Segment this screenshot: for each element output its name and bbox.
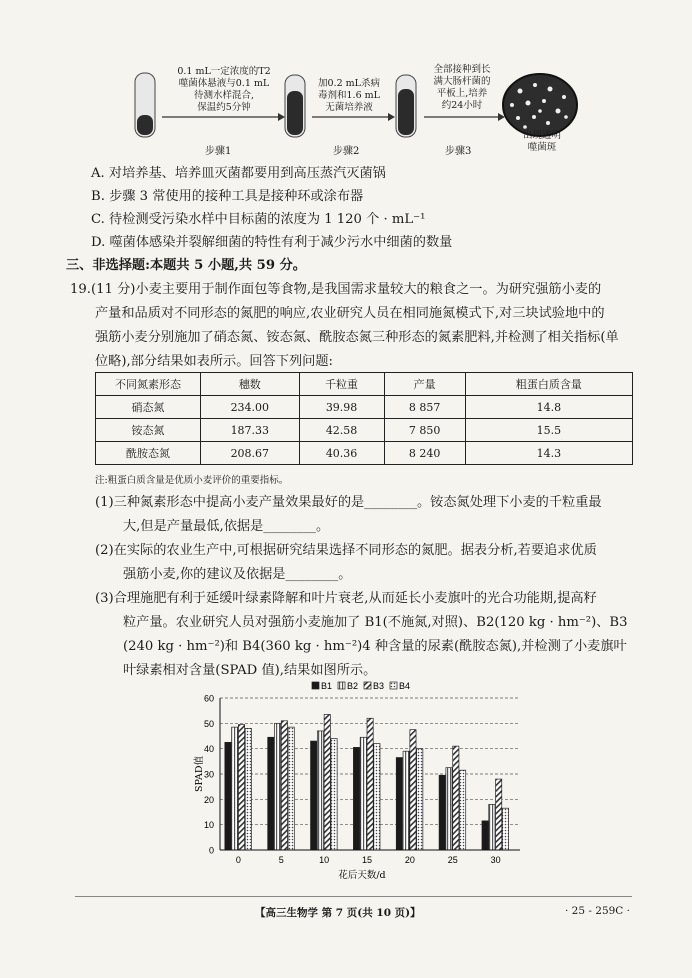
footer-page-info: 【高三生物学 第 7 页(共 10 页)】 xyxy=(255,907,421,919)
legend-label-b2: B2 xyxy=(347,681,359,691)
bar-b1 xyxy=(439,775,445,850)
legend-swatch-b2 xyxy=(338,682,345,689)
bar-b1 xyxy=(482,821,488,850)
table-cell: 铵态氮 xyxy=(96,419,201,442)
bar-b4 xyxy=(417,749,423,850)
y-tick-label: 40 xyxy=(203,744,214,755)
sub3-line2: 粒产量。农业研究人员对强筋小麦施加了 B1(不施氮,对照)、B2(120 kg · hm⁻²)、B3 xyxy=(123,615,628,630)
legend-label-b1: B1 xyxy=(321,681,333,691)
bar-b1 xyxy=(396,758,402,850)
legend-label-b4: B4 xyxy=(399,681,411,691)
y-tick-label: 60 xyxy=(203,693,214,704)
sub3-line3: (240 kg · hm⁻²)和 B4(360 kg · hm⁻²)4 种含量的尿素(酰胺态氮),并检测了小麦旗叶 xyxy=(123,639,627,654)
table-cell: 234.00 xyxy=(201,396,300,419)
y-tick-label: 10 xyxy=(203,820,214,831)
step3-note: 全部接种到长 满大肠杆菌的 平板上,培养 约24小时 xyxy=(433,64,491,111)
option-d: D. 噬菌体感染并裂解细菌的特性有利于减少污水中细菌的数量 xyxy=(91,235,453,250)
q19-line4: 位略),部分结果如表所示。回答下列问题: xyxy=(95,354,333,369)
footer-divider xyxy=(75,896,632,897)
table-cell: 39.98 xyxy=(299,396,384,419)
x-tick-label: 30 xyxy=(490,855,501,865)
option-c: C. 待检测受污染水样中目标菌的浓度为 1 120 个 · mL⁻¹ xyxy=(91,212,426,227)
bar-b3 xyxy=(496,779,502,850)
sub3-line1: (3)合理施肥有利于延缓叶绿素降解和叶片衰老,从而延长小麦旗叶的光合功能期,提高籽 xyxy=(95,591,597,606)
bar-b4 xyxy=(288,727,294,850)
table-cell: 14.3 xyxy=(465,442,632,465)
y-tick-label: 50 xyxy=(203,718,214,729)
test-tube-2-icon xyxy=(285,75,305,137)
table-row xyxy=(96,442,633,465)
table-cell: 8 857 xyxy=(384,396,465,419)
x-tick-label: 25 xyxy=(447,855,458,865)
bar-b3 xyxy=(453,746,459,850)
step1-note: 0.1 mL一定浓度的T2 噬菌体悬液与0.1 mL 待测水样混合, 保温约5分钟 xyxy=(177,66,271,113)
table-cell: 42.58 xyxy=(299,419,384,442)
nitrogen-form-table xyxy=(95,372,633,465)
sub3-line4: 叶绿素相对含量(SPAD 值),结果如图所示。 xyxy=(123,663,377,678)
legend-swatch-b1 xyxy=(312,682,319,689)
x-tick-label: 10 xyxy=(319,855,330,865)
x-tick-label: 15 xyxy=(361,855,373,865)
step2-label: 步骤2 xyxy=(333,146,360,157)
bar-b1 xyxy=(353,747,359,850)
y-tick-label: 0 xyxy=(208,845,214,856)
table-cell: 7 850 xyxy=(384,419,465,442)
spad-bar-chart xyxy=(180,676,540,882)
bar-b2 xyxy=(403,751,409,850)
q19-line2: 产量和品质对不同形态的氮肥的响应,农业研究人员在相同施氮模式下,对三块试验地中的 xyxy=(95,306,605,321)
sub1-line2: 大,但是产量最低,依据是________。 xyxy=(123,519,330,534)
bar-b3 xyxy=(238,725,244,850)
table-cell: 硝态氮 xyxy=(96,396,201,419)
option-a: A. 对培养基、培养皿灭菌都要用到高压蒸汽灭菌锅 xyxy=(91,166,386,181)
bar-b2 xyxy=(489,804,495,850)
y-axis-label: SPAD值 xyxy=(194,755,205,793)
result-note: 出现透明 噬菌斑 xyxy=(522,130,561,153)
y-tick-label: 30 xyxy=(203,769,214,780)
bar-b1 xyxy=(225,742,231,850)
x-tick-label: 20 xyxy=(404,855,415,865)
table-cell: 8 240 xyxy=(384,442,465,465)
test-tube-3-icon xyxy=(396,75,416,137)
table-cell: 14.8 xyxy=(465,396,632,419)
legend-swatch-b4 xyxy=(390,682,397,689)
bar-b4 xyxy=(331,739,337,850)
bar-b2 xyxy=(232,727,238,850)
table-header-row xyxy=(96,373,633,396)
table-cell: 187.33 xyxy=(201,419,300,442)
section-title: 三、非选择题:本题共 5 小题,共 59 分。 xyxy=(66,258,306,273)
table-header: 穗数 xyxy=(201,373,300,396)
sub2-line1: (2)在实际的农业生产中,可根据研究结果选择不同形态的氮肥。据表分析,若要追求优质 xyxy=(95,543,597,558)
table-cell: 酰胺态氮 xyxy=(96,442,201,465)
x-tick-label: 5 xyxy=(278,855,284,865)
bar-b4 xyxy=(460,770,466,850)
bar-b1 xyxy=(311,741,317,850)
table-cell: 208.67 xyxy=(201,442,300,465)
bar-b4 xyxy=(502,808,508,850)
option-b: B. 步骤 3 常使用的接种工具是接种环或涂布器 xyxy=(91,189,364,204)
q19-line3: 强筋小麦分别施加了硝态氮、铵态氮、酰胺态氮三种形态的氮素肥料,并检测了相关指标(单 xyxy=(95,330,619,345)
step2-note: 加0.2 mL杀病 毒剂和1.6 mL 无菌培养液 xyxy=(318,78,380,113)
table-header: 粗蛋白质含量 xyxy=(465,373,632,396)
bar-b2 xyxy=(446,768,452,850)
step3-label: 步骤3 xyxy=(445,146,472,157)
x-axis-label: 花后天数/d xyxy=(338,870,386,881)
bar-b3 xyxy=(367,718,373,850)
petri-dish-icon xyxy=(503,74,577,136)
bar-b4 xyxy=(374,744,380,850)
footer-code: · 25 - 259C · xyxy=(565,905,631,917)
q19-line1: 19.(11 分)小麦主要用于制作面包等食物,是我国需求量较大的粮食之一。为研究强筋小麦的 xyxy=(70,282,602,297)
table-row xyxy=(96,396,633,419)
bar-b3 xyxy=(410,730,416,850)
legend-label-b3: B3 xyxy=(373,681,385,691)
bar-b2 xyxy=(274,723,280,850)
table-header: 产量 xyxy=(384,373,465,396)
table-cell: 40.36 xyxy=(299,442,384,465)
bar-b3 xyxy=(324,714,330,850)
table-header: 千粒重 xyxy=(299,373,384,396)
table-note: 注:粗蛋白质含量是优质小麦评价的重要指标。 xyxy=(95,475,289,486)
bar-b1 xyxy=(268,737,274,850)
table-header: 不同氮素形态 xyxy=(96,373,201,396)
table-cell: 15.5 xyxy=(465,419,632,442)
bar-b3 xyxy=(281,721,287,850)
sub2-line2: 强筋小麦,你的建议及依据是________。 xyxy=(123,567,352,582)
y-tick-label: 20 xyxy=(203,794,214,805)
x-tick-label: 0 xyxy=(235,855,241,865)
sub1-line1: (1)三种氮素形态中提高小麦产量效果最好的是________。铵态氮处理下小麦的千粒重最 xyxy=(95,495,602,510)
step1-label: 步骤1 xyxy=(205,146,232,157)
test-tube-1-icon xyxy=(135,73,155,137)
bar-b4 xyxy=(245,728,251,850)
table-row xyxy=(96,419,633,442)
bar-b2 xyxy=(360,737,366,850)
legend-swatch-b3 xyxy=(364,682,371,689)
bar-b2 xyxy=(317,731,323,850)
